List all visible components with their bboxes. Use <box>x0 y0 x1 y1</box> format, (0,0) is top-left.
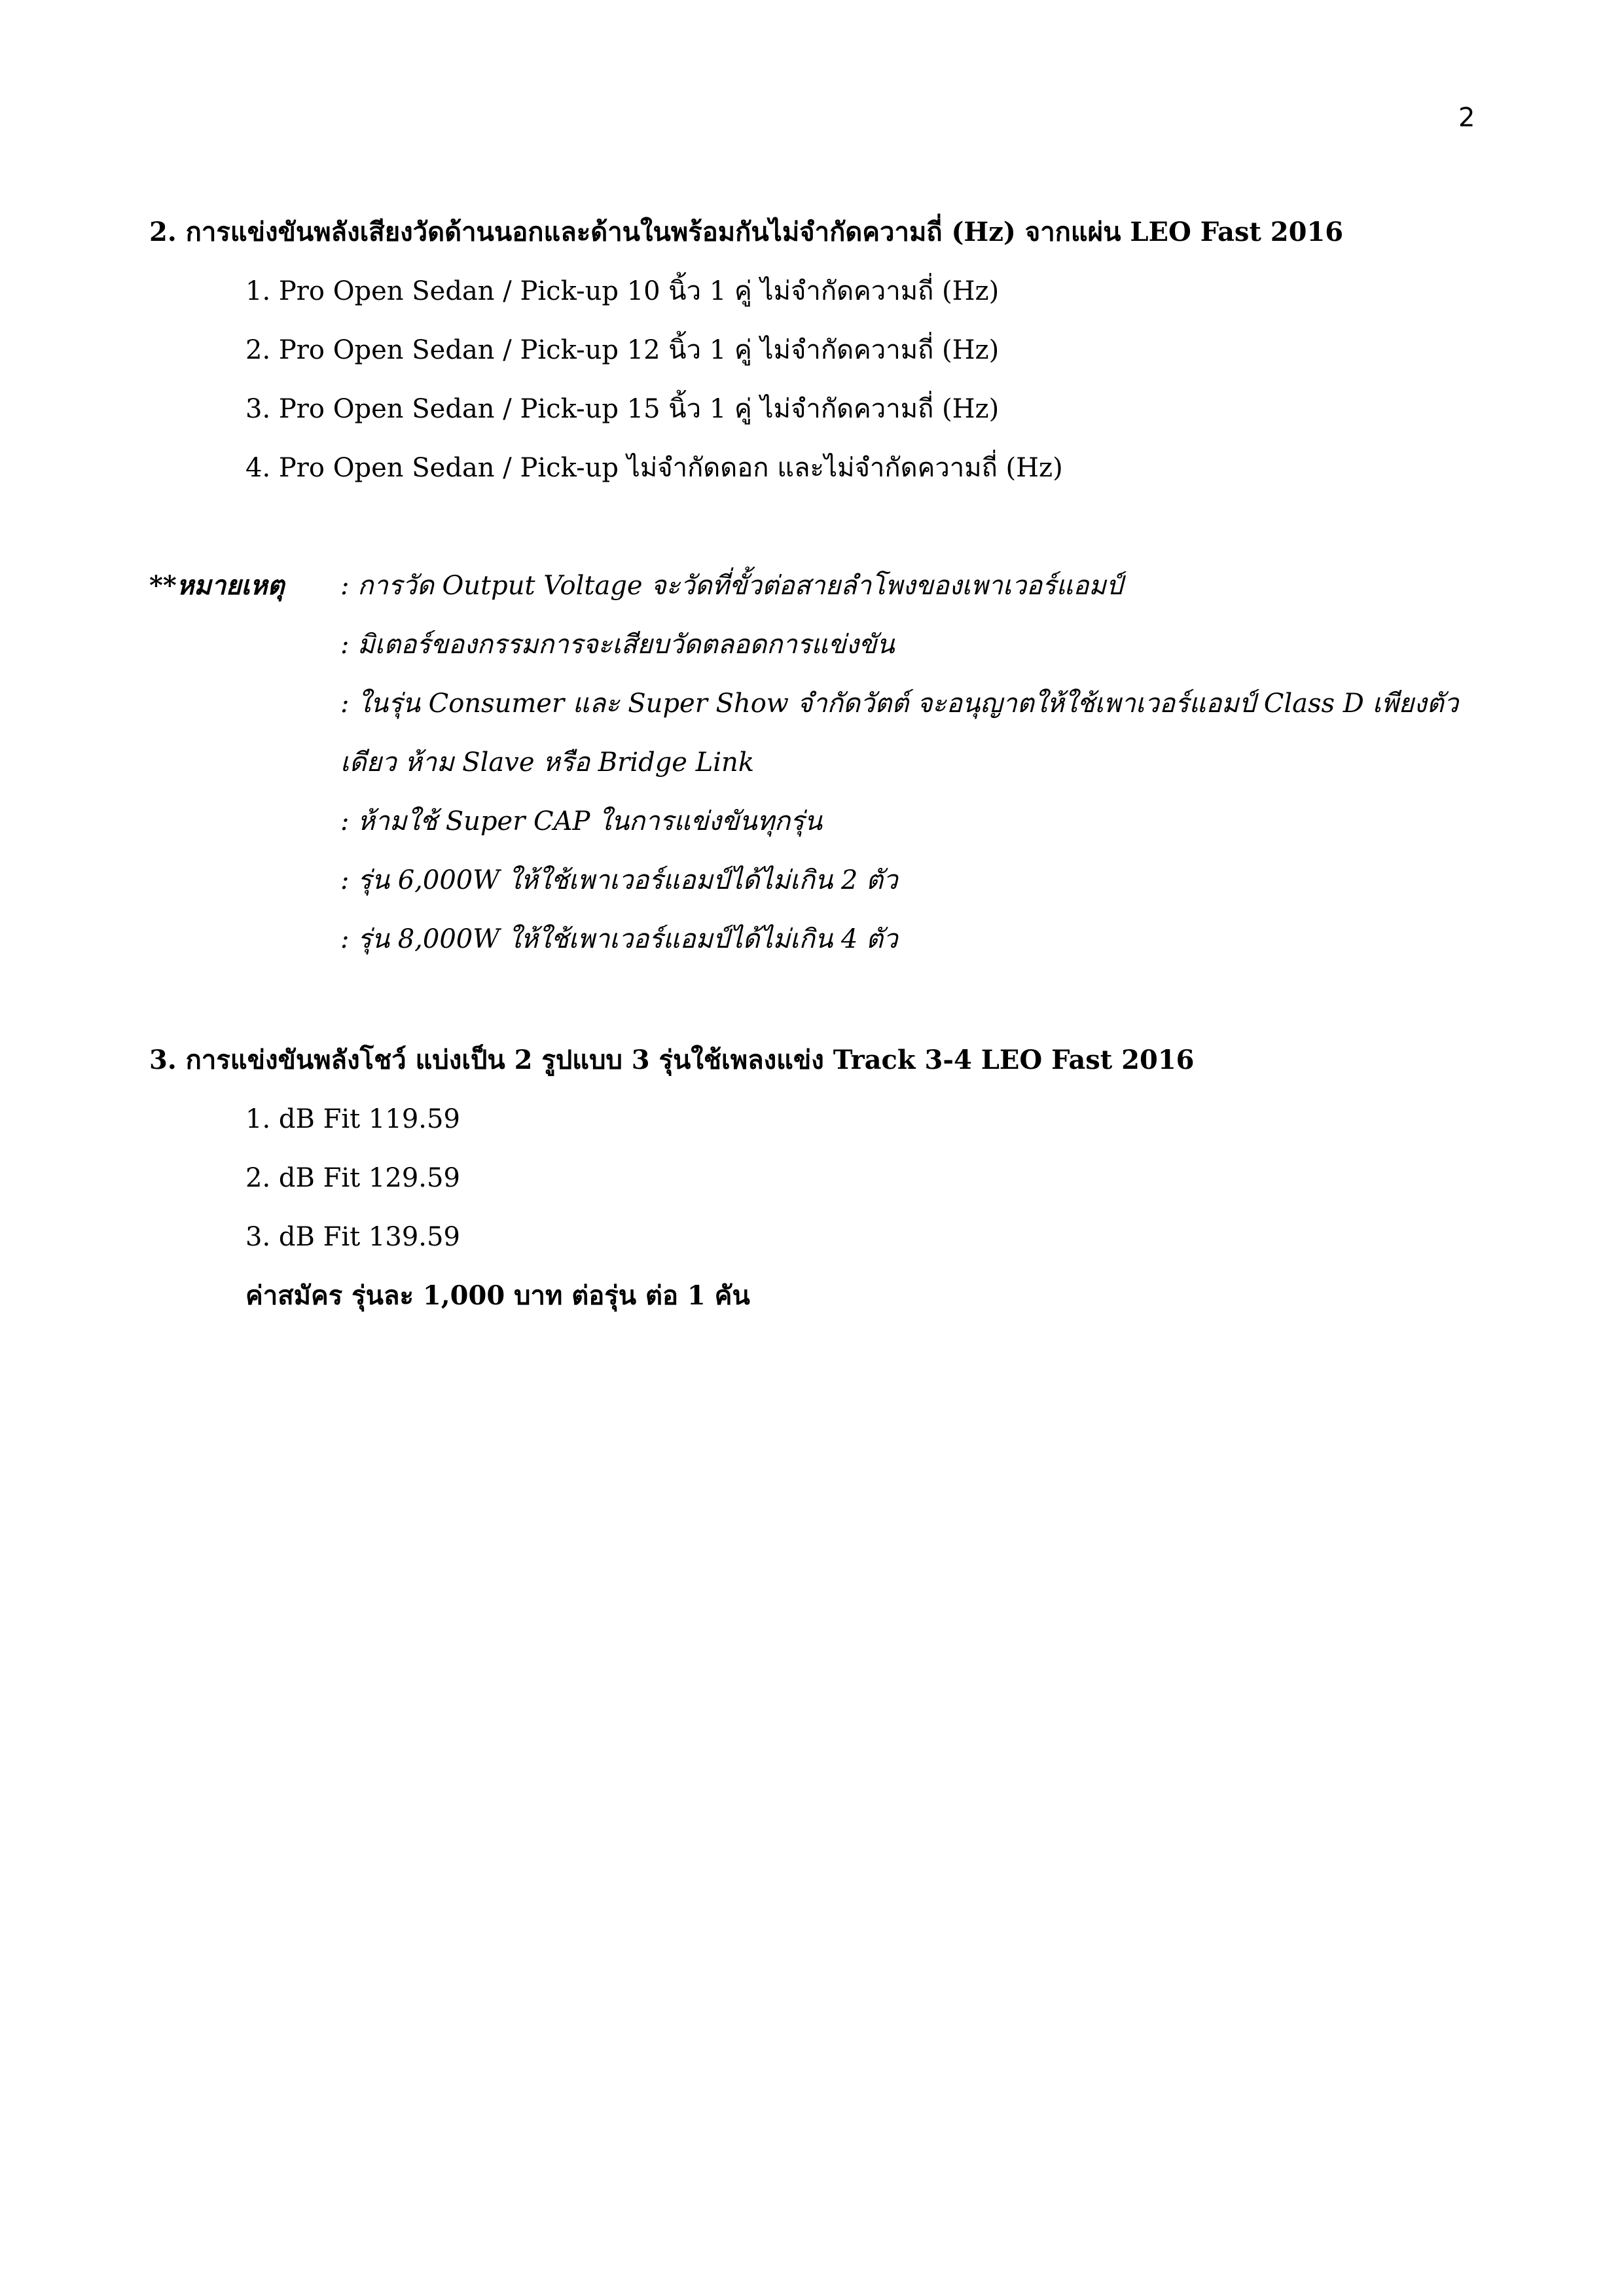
note-line-2: : มิเตอร์ของกรรมการจะเสียบวัดตลอดการแข่งขัน <box>340 630 895 660</box>
page-number: 2 <box>1458 103 1475 133</box>
note-line-3: : ในรุ่น Consumer และ Super Show จำกัดวัตต์ จะอนุญาตให้ใช้เพาเวอร์แอมป์ Class D เพียงตัว <box>340 689 1459 719</box>
section-2-item-4: 4. Pro Open Sedan / Pick-up ไม่จำกัดดอก และไม่จำกัดความถี่ (Hz) <box>245 453 1063 483</box>
note-line-7: : รุ่น 8,000W ให้ใช้เพาเวอร์แอมป์ได้ไม่เกิน 4 ตัว <box>340 924 898 954</box>
registration-fee: ค่าสมัคร รุ่นละ 1,000 บาท ต่อรุ่น ต่อ 1 คัน <box>245 1280 750 1311</box>
section-3-item-1: 1. dB Fit 119.59 <box>245 1104 460 1134</box>
note-line-1: : การวัด Output Voltage จะวัดที่ขั้วต่อสายลำโพงของเพาเวอร์แอมป์ <box>340 571 1123 601</box>
note-line-4: เดียว ห้าม Slave หรือ Bridge Link <box>340 747 755 778</box>
section-2-item-3: 3. Pro Open Sedan / Pick-up 15 นิ้ว 1 คู่ ไม่จำกัดความถี่ (Hz) <box>245 394 1000 424</box>
section-3-item-3: 3. dB Fit 139.59 <box>245 1222 460 1252</box>
note-line-5: : ห้ามใช้ Super CAP ในการแข่งขันทุกรุ่น <box>340 806 822 836</box>
notes-label: **หมายเหตุ <box>149 570 285 601</box>
note-line-6: : รุ่น 6,000W ให้ใช้เพาเวอร์แอมป์ได้ไม่เกิน 2 ตัว <box>340 865 898 895</box>
section-3-heading: 3. การแข่งขันพลังโชว์ แบ่งเป็น 2 รูปแบบ 3 รุ่นใช้เพลงแข่ง Track 3-4 LEO Fast 2016 <box>149 1045 1195 1075</box>
section-3-item-2: 2. dB Fit 129.59 <box>245 1163 460 1193</box>
section-2-heading: 2. การแข่งขันพลังเสียงวัดด้านนอกและด้านในพร้อมกันไม่จำกัดความถี่ (Hz) จากแผ่น LEO Fast 2016 <box>149 217 1344 247</box>
section-2-item-1: 1. Pro Open Sedan / Pick-up 10 นิ้ว 1 คู่ ไม่จำกัดความถี่ (Hz) <box>245 276 1000 306</box>
section-2-item-2: 2. Pro Open Sedan / Pick-up 12 นิ้ว 1 คู่ ไม่จำกัดความถี่ (Hz) <box>245 335 1000 365</box>
